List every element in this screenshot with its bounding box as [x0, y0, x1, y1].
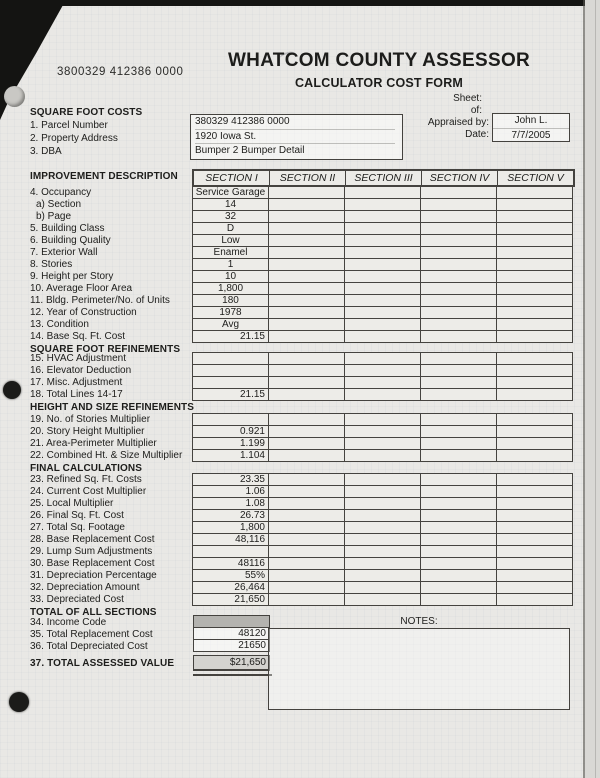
- form-label-8: b) Page: [36, 211, 72, 222]
- grid-cell-final-calculations-r3-s4: [421, 498, 496, 509]
- form-label-16: 12. Year of Construction: [30, 307, 137, 318]
- grid-cell-improvement-description-r11-s1: 1978: [193, 307, 268, 318]
- grid-cell-final-calculations-r6-s5: [497, 534, 572, 545]
- grid-cell-square-foot-refinements-r1-s1: [193, 353, 268, 364]
- section-header-3: SECTION III: [346, 171, 421, 185]
- total-depreciated-cost-cell: 21650: [193, 639, 270, 652]
- grid-cell-final-calculations-r3-s2: [269, 498, 344, 509]
- form-label-6: 4. Occupancy: [30, 187, 92, 198]
- notes-label: NOTES:: [400, 616, 438, 627]
- grid-cell-improvement-description-r7-s5: [497, 259, 572, 270]
- grid-cell-final-calculations-r3-s3: [345, 498, 420, 509]
- grid-cell-improvement-description-r8-s5: [497, 271, 572, 282]
- form-label-11: 7. Exterior Wall: [30, 247, 98, 258]
- grid-cell-improvement-description-r13-s3: [345, 331, 420, 342]
- grid-cell-square-foot-refinements-r2-s5: [497, 365, 572, 376]
- form-label-37: 30. Base Replacement Cost: [30, 558, 155, 569]
- grid-cell-improvement-description-r1-s3: [345, 187, 420, 198]
- grid-cell-final-calculations-r10-s2: [269, 582, 344, 593]
- grid-cell-final-calculations-r1-s4: [421, 474, 496, 485]
- grid-block-height-and-size-refinements: [192, 413, 573, 462]
- page-edge-line-2: [595, 0, 596, 778]
- total-assessed-value-cell: $21,650: [193, 655, 270, 671]
- grid-cell-improvement-description-r10-s2: [269, 295, 344, 306]
- hole-punch-top: [4, 86, 25, 107]
- grid-cell-square-foot-refinements-r4-s2: [269, 389, 344, 400]
- grid-cell-improvement-description-r3-s1: 32: [193, 211, 268, 222]
- grid-cell-final-calculations-r8-s5: [497, 558, 572, 569]
- form-label-31: 24. Current Cost Multiplier: [30, 486, 147, 497]
- hole-punch-middle: [3, 381, 21, 399]
- form-label-5: IMPROVEMENT DESCRIPTION: [30, 171, 178, 182]
- grid-cell-improvement-description-r4-s1: D: [193, 223, 268, 234]
- grid-cell-improvement-description-r8-s2: [269, 271, 344, 282]
- grid-cell-height-and-size-refinements-r4-s1: 1.104: [193, 450, 268, 461]
- grid-cell-square-foot-refinements-r3-s3: [345, 377, 420, 388]
- form-label-32: 25. Local Multiplier: [30, 498, 114, 509]
- appraised-by-value: John L.: [514, 115, 548, 126]
- form-label-4: 3. DBA: [30, 146, 62, 157]
- form-label-36: 29. Lump Sum Adjustments: [30, 546, 153, 557]
- grid-cell-final-calculations-r1-s1: 23.35: [193, 474, 268, 485]
- grid-cell-improvement-description-r1-s5: [497, 187, 572, 198]
- grid-cell-height-and-size-refinements-r1-s2: [269, 414, 344, 425]
- grid-cell-improvement-description-r11-s2: [269, 307, 344, 318]
- grid-cell-improvement-description-r13-s4: [421, 331, 496, 342]
- grid-cell-improvement-description-r12-s2: [269, 319, 344, 330]
- grid-cell-final-calculations-r10-s1: 26,464: [193, 582, 268, 593]
- grid-cell-improvement-description-r12-s3: [345, 319, 420, 330]
- grid-cell-final-calculations-r2-s1: 1.06: [193, 486, 268, 497]
- form-label-7: a) Section: [36, 199, 82, 210]
- form-label-21: 16. Elevator Deduction: [30, 365, 132, 376]
- parcel-info-box: [190, 114, 403, 160]
- grid-cell-final-calculations-r4-s2: [269, 510, 344, 521]
- grid-cell-improvement-description-r1-s2: [269, 187, 344, 198]
- grid-cell-final-calculations-r1-s5: [497, 474, 572, 485]
- form-label-12: 8. Stories: [30, 259, 73, 270]
- grid-cell-improvement-description-r12-s1: Avg: [193, 319, 268, 330]
- grid-cell-final-calculations-r5-s3: [345, 522, 420, 533]
- grid-cell-final-calculations-r9-s4: [421, 570, 496, 581]
- grid-cell-improvement-description-r12-s4: [421, 319, 496, 330]
- grid-cell-height-and-size-refinements-r4-s2: [269, 450, 344, 461]
- grid-cell-final-calculations-r2-s2: [269, 486, 344, 497]
- grid-cell-final-calculations-r6-s3: [345, 534, 420, 545]
- grid-cell-final-calculations-r7-s1: [193, 546, 268, 557]
- grid-cell-square-foot-refinements-r3-s4: [421, 377, 496, 388]
- grid-cell-final-calculations-r11-s3: [345, 594, 420, 605]
- grid-cell-improvement-description-r9-s4: [421, 283, 496, 294]
- grid-cell-square-foot-refinements-r4-s1: 21.15: [193, 389, 268, 400]
- grid-cell-square-foot-refinements-r1-s4: [421, 353, 496, 364]
- grid-cell-square-foot-refinements-r2-s1: [193, 365, 268, 376]
- form-label-9: 5. Building Class: [30, 223, 105, 234]
- form-label-15: 11. Bldg. Perimeter/No. of Units: [30, 295, 170, 306]
- grid-cell-improvement-description-r9-s3: [345, 283, 420, 294]
- grid-cell-final-calculations-r3-s5: [497, 498, 572, 509]
- grid-cell-final-calculations-r10-s5: [497, 582, 572, 593]
- grid-cell-final-calculations-r3-s1: 1.08: [193, 498, 268, 509]
- grid-cell-height-and-size-refinements-r2-s4: [421, 426, 496, 437]
- grid-cell-improvement-description-r4-s2: [269, 223, 344, 234]
- sheet-label: Sheet:: [453, 93, 482, 104]
- form-label-22: 17. Misc. Adjustment: [30, 377, 123, 388]
- grid-cell-improvement-description-r13-s2: [269, 331, 344, 342]
- grid-cell-final-calculations-r7-s4: [421, 546, 496, 557]
- grid-cell-improvement-description-r11-s3: [345, 307, 420, 318]
- grid-cell-improvement-description-r3-s4: [421, 211, 496, 222]
- form-label-14: 10. Average Floor Area: [30, 283, 133, 294]
- appraised-by-label: Appraised by:: [427, 117, 489, 128]
- grid-cell-final-calculations-r10-s4: [421, 582, 496, 593]
- grid-cell-improvement-description-r5-s2: [269, 235, 344, 246]
- hole-punch-bottom: [9, 692, 29, 712]
- grid-cell-improvement-description-r6-s4: [421, 247, 496, 258]
- grid-cell-final-calculations-r9-s1: 55%: [193, 570, 268, 581]
- grid-cell-final-calculations-r6-s4: [421, 534, 496, 545]
- grid-cell-improvement-description-r7-s2: [269, 259, 344, 270]
- date-label: Date:: [465, 129, 489, 140]
- form-label-18: 14. Base Sq. Ft. Cost: [30, 331, 126, 342]
- grid-cell-square-foot-refinements-r1-s2: [269, 353, 344, 364]
- grid-cell-improvement-description-r10-s4: [421, 295, 496, 306]
- form-label-1: SQUARE FOOT COSTS: [30, 107, 143, 118]
- grid-cell-improvement-description-r3-s5: [497, 211, 572, 222]
- grid-cell-improvement-description-r7-s1: 1: [193, 259, 268, 270]
- form-label-3: 2. Property Address: [30, 133, 118, 144]
- form-label-35: 28. Base Replacement Cost: [30, 534, 155, 545]
- form-label-29: FINAL CALCULATIONS: [30, 463, 142, 474]
- form-label-20: 15. HVAC Adjustment: [30, 353, 126, 364]
- grid-cell-height-and-size-refinements-r4-s3: [345, 450, 420, 461]
- grid-cell-final-calculations-r2-s4: [421, 486, 496, 497]
- form-label-24: HEIGHT AND SIZE REFINEMENTS: [30, 402, 195, 413]
- grid-cell-final-calculations-r4-s4: [421, 510, 496, 521]
- grid-cell-improvement-description-r3-s2: [269, 211, 344, 222]
- grid-cell-improvement-description-r5-s4: [421, 235, 496, 246]
- form-label-28: 22. Combined Ht. & Size Multiplier: [30, 450, 183, 461]
- form-subtitle: CALCULATOR COST FORM: [294, 76, 464, 90]
- form-label-27: 21. Area-Perimeter Multiplier: [30, 438, 157, 449]
- grid-cell-improvement-description-r6-s1: Enamel: [193, 247, 268, 258]
- section-header-row: [192, 169, 575, 187]
- form-label-13: 9. Height per Story: [30, 271, 114, 282]
- form-label-38: 31. Depreciation Percentage: [30, 570, 157, 581]
- grid-cell-improvement-description-r10-s3: [345, 295, 420, 306]
- grid-cell-height-and-size-refinements-r3-s5: [497, 438, 572, 449]
- form-label-42: 34. Income Code: [30, 617, 107, 628]
- form-label-41: TOTAL OF ALL SECTIONS: [30, 607, 157, 618]
- grid-cell-final-calculations-r11-s5: [497, 594, 572, 605]
- grid-cell-improvement-description-r11-s4: [421, 307, 496, 318]
- of-label: of:: [470, 105, 482, 116]
- grid-cell-final-calculations-r9-s3: [345, 570, 420, 581]
- parcel-number-value: 380329 412386 0000: [195, 116, 290, 127]
- grid-cell-final-calculations-r4-s1: 26.73: [193, 510, 268, 521]
- grid-cell-improvement-description-r5-s5: [497, 235, 572, 246]
- grid-cell-improvement-description-r5-s1: Low: [193, 235, 268, 246]
- parcel-number-stamp: 3800329 412386 0000: [57, 66, 184, 78]
- grid-cell-height-and-size-refinements-r1-s4: [421, 414, 496, 425]
- form-label-45: 37. TOTAL ASSESSED VALUE: [30, 658, 175, 669]
- section-header-4: SECTION IV: [422, 171, 497, 185]
- form-label-40: 33. Depreciated Cost: [30, 594, 124, 605]
- grid-cell-final-calculations-r5-s2: [269, 522, 344, 533]
- grid-cell-improvement-description-r7-s3: [345, 259, 420, 270]
- grid-cell-improvement-description-r3-s3: [345, 211, 420, 222]
- appraised-by-box: [492, 113, 570, 142]
- grid-cell-improvement-description-r9-s1: 1,800: [193, 283, 268, 294]
- grid-cell-square-foot-refinements-r3-s2: [269, 377, 344, 388]
- grid-cell-final-calculations-r6-s1: 48,116: [193, 534, 268, 545]
- grid-cell-height-and-size-refinements-r1-s3: [345, 414, 420, 425]
- grid-cell-height-and-size-refinements-r2-s3: [345, 426, 420, 437]
- grid-cell-square-foot-refinements-r4-s3: [345, 389, 420, 400]
- grid-cell-final-calculations-r9-s5: [497, 570, 572, 581]
- grid-cell-improvement-description-r2-s2: [269, 199, 344, 210]
- grid-cell-height-and-size-refinements-r2-s2: [269, 426, 344, 437]
- grid-block-square-foot-refinements: [192, 352, 573, 401]
- grid-cell-improvement-description-r11-s5: [497, 307, 572, 318]
- grid-cell-improvement-description-r1-s4: [421, 187, 496, 198]
- grid-cell-final-calculations-r2-s3: [345, 486, 420, 497]
- grid-cell-height-and-size-refinements-r4-s4: [421, 450, 496, 461]
- assessed-value-underline: [193, 674, 272, 676]
- grid-cell-improvement-description-r13-s5: [497, 331, 572, 342]
- grid-cell-height-and-size-refinements-r1-s1: [193, 414, 268, 425]
- grid-cell-height-and-size-refinements-r2-s1: 0.921: [193, 426, 268, 437]
- grid-cell-improvement-description-r9-s5: [497, 283, 572, 294]
- grid-cell-improvement-description-r12-s5: [497, 319, 572, 330]
- grid-cell-final-calculations-r11-s2: [269, 594, 344, 605]
- grid-cell-final-calculations-r2-s5: [497, 486, 572, 497]
- grid-cell-height-and-size-refinements-r1-s5: [497, 414, 572, 425]
- grid-cell-square-foot-refinements-r1-s3: [345, 353, 420, 364]
- form-label-30: 23. Refined Sq. Ft. Costs: [30, 474, 142, 485]
- grid-cell-square-foot-refinements-r2-s2: [269, 365, 344, 376]
- grid-cell-square-foot-refinements-r4-s5: [497, 389, 572, 400]
- grid-cell-square-foot-refinements-r3-s1: [193, 377, 268, 388]
- form-label-43: 35. Total Replacement Cost: [30, 629, 153, 640]
- grid-cell-improvement-description-r6-s5: [497, 247, 572, 258]
- property-address-value: 1920 Iowa St.: [195, 129, 395, 144]
- grid-cell-height-and-size-refinements-r2-s5: [497, 426, 572, 437]
- grid-cell-improvement-description-r6-s3: [345, 247, 420, 258]
- grid-cell-improvement-description-r2-s5: [497, 199, 572, 210]
- grid-cell-improvement-description-r9-s2: [269, 283, 344, 294]
- grid-cell-height-and-size-refinements-r3-s2: [269, 438, 344, 449]
- grid-cell-improvement-description-r4-s3: [345, 223, 420, 234]
- grid-cell-improvement-description-r8-s1: 10: [193, 271, 268, 282]
- form-label-44: 36. Total Depreciated Cost: [30, 641, 148, 652]
- grid-cell-final-calculations-r1-s3: [345, 474, 420, 485]
- form-label-33: 26. Final Sq. Ft. Cost: [30, 510, 124, 521]
- grid-cell-height-and-size-refinements-r3-s4: [421, 438, 496, 449]
- grid-cell-final-calculations-r7-s2: [269, 546, 344, 557]
- grid-cell-square-foot-refinements-r2-s3: [345, 365, 420, 376]
- scan-edge-bar: [0, 0, 600, 6]
- grid-cell-final-calculations-r5-s5: [497, 522, 572, 533]
- form-label-10: 6. Building Quality: [30, 235, 111, 246]
- grid-cell-improvement-description-r10-s1: 180: [193, 295, 268, 306]
- grid-cell-final-calculations-r8-s3: [345, 558, 420, 569]
- grid-cell-final-calculations-r4-s3: [345, 510, 420, 521]
- grid-cell-final-calculations-r8-s4: [421, 558, 496, 569]
- total-replacement-cost-cell: 48120: [193, 627, 270, 640]
- grid-cell-final-calculations-r1-s2: [269, 474, 344, 485]
- form-label-2: 1. Parcel Number: [30, 120, 108, 131]
- grid-cell-improvement-description-r5-s3: [345, 235, 420, 246]
- form-label-34: 27. Total Sq. Footage: [30, 522, 125, 533]
- grid-cell-improvement-description-r1-s1: Service Garage: [193, 187, 268, 198]
- date-value: 7/7/2005: [493, 128, 569, 141]
- grid-cell-square-foot-refinements-r4-s4: [421, 389, 496, 400]
- grid-cell-improvement-description-r2-s3: [345, 199, 420, 210]
- grid-cell-improvement-description-r2-s4: [421, 199, 496, 210]
- grid-cell-final-calculations-r7-s3: [345, 546, 420, 557]
- page-edge-band: [585, 0, 600, 778]
- grid-cell-improvement-description-r4-s4: [421, 223, 496, 234]
- form-label-17: 13. Condition: [30, 319, 89, 330]
- grid-cell-final-calculations-r4-s5: [497, 510, 572, 521]
- grid-cell-final-calculations-r11-s1: 21,650: [193, 594, 268, 605]
- grid-block-final-calculations: [192, 473, 573, 606]
- section-header-1: SECTION I: [194, 171, 269, 185]
- grid-cell-improvement-description-r13-s1: 21.15: [193, 331, 268, 342]
- grid-cell-improvement-description-r6-s2: [269, 247, 344, 258]
- grid-cell-improvement-description-r4-s5: [497, 223, 572, 234]
- dba-value: Bumper 2 Bumper Detail: [195, 143, 395, 158]
- grid-cell-square-foot-refinements-r3-s5: [497, 377, 572, 388]
- grid-block-improvement-description: [192, 186, 573, 343]
- grid-cell-square-foot-refinements-r2-s4: [421, 365, 496, 376]
- grid-cell-final-calculations-r9-s2: [269, 570, 344, 581]
- form-label-25: 19. No. of Stories Multiplier: [30, 414, 151, 425]
- grid-cell-improvement-description-r7-s4: [421, 259, 496, 270]
- grid-cell-improvement-description-r8-s4: [421, 271, 496, 282]
- grid-cell-final-calculations-r5-s4: [421, 522, 496, 533]
- grid-cell-final-calculations-r11-s4: [421, 594, 496, 605]
- section-header-2: SECTION II: [270, 171, 345, 185]
- grid-cell-final-calculations-r6-s2: [269, 534, 344, 545]
- grid-cell-improvement-description-r8-s3: [345, 271, 420, 282]
- grid-cell-final-calculations-r8-s2: [269, 558, 344, 569]
- form-label-19: SQUARE FOOT REFINEMENTS: [30, 344, 181, 355]
- grid-cell-square-foot-refinements-r1-s5: [497, 353, 572, 364]
- grid-cell-height-and-size-refinements-r3-s1: 1.199: [193, 438, 268, 449]
- form-label-39: 32. Depreciation Amount: [30, 582, 140, 593]
- grid-cell-improvement-description-r2-s1: 14: [193, 199, 268, 210]
- grid-cell-height-and-size-refinements-r4-s5: [497, 450, 572, 461]
- grid-cell-height-and-size-refinements-r3-s3: [345, 438, 420, 449]
- section-header-5: SECTION V: [498, 171, 573, 185]
- form-label-23: 18. Total Lines 14-17: [30, 389, 123, 400]
- grid-cell-final-calculations-r5-s1: 1,800: [193, 522, 268, 533]
- notes-box: [268, 628, 570, 710]
- grid-cell-improvement-description-r10-s5: [497, 295, 572, 306]
- grid-cell-final-calculations-r10-s3: [345, 582, 420, 593]
- grid-cell-final-calculations-r8-s1: 48116: [193, 558, 268, 569]
- grid-cell-final-calculations-r7-s5: [497, 546, 572, 557]
- form-title: WHATCOM COUNTY ASSESSOR: [227, 50, 531, 71]
- form-label-26: 20. Story Height Multiplier: [30, 426, 145, 437]
